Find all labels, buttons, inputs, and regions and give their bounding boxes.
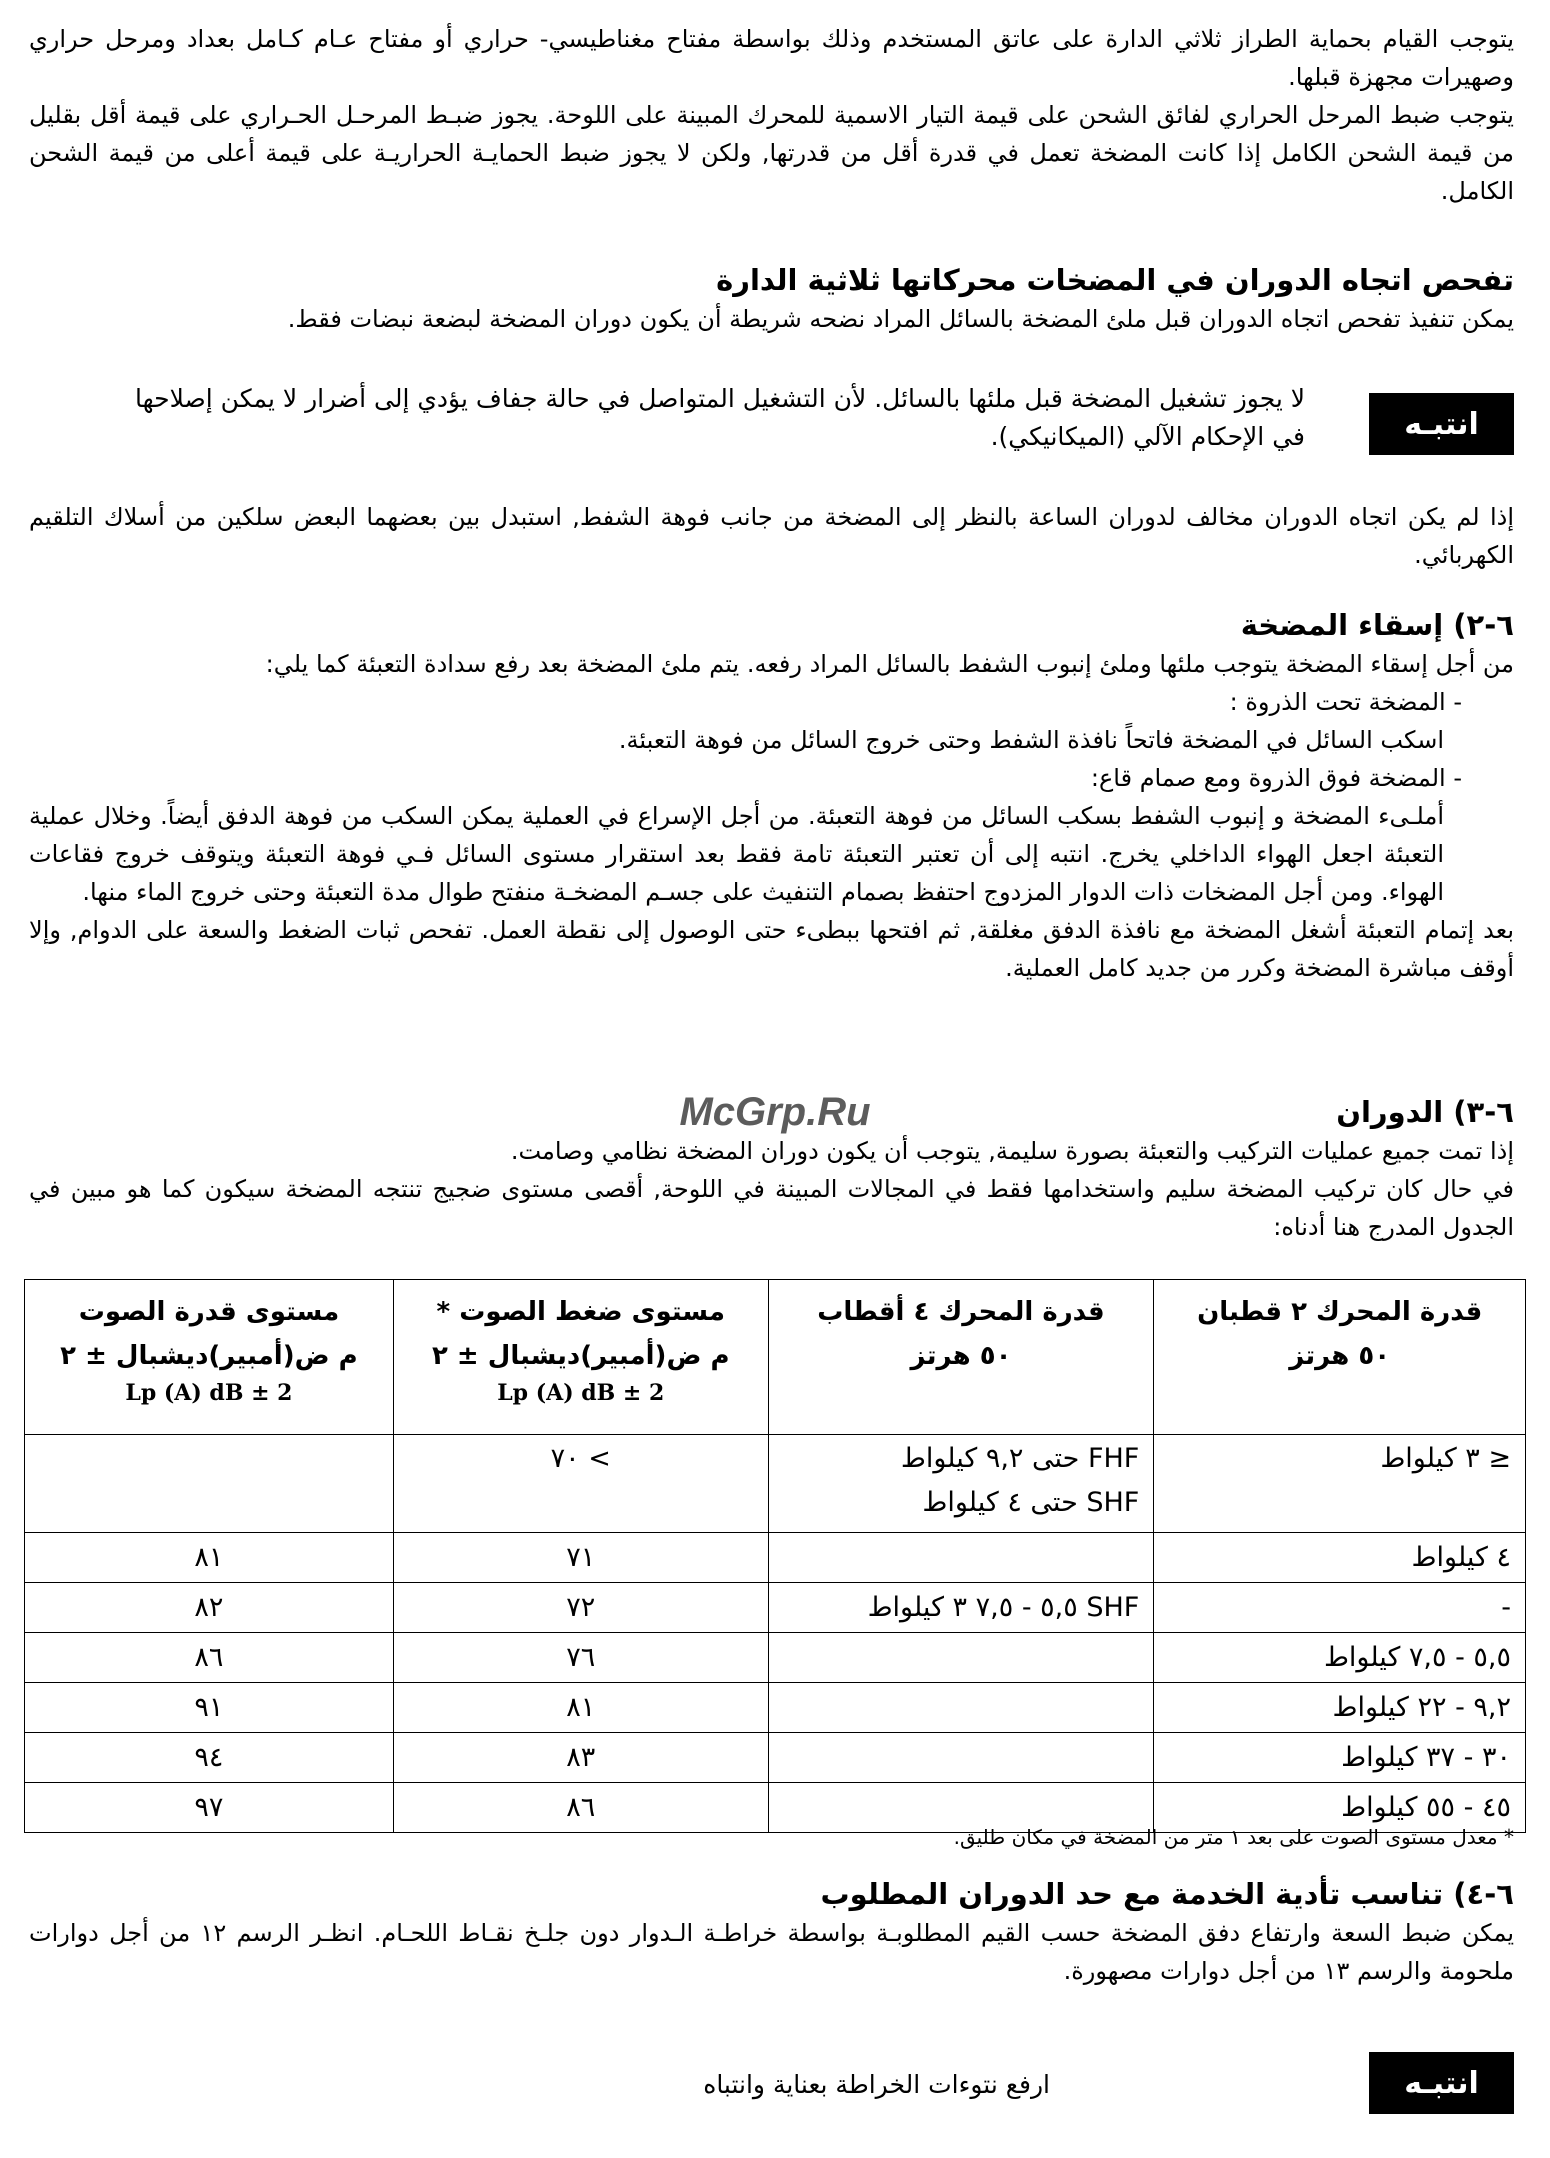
header-text: م ض(أمبير)ديشبال ± ٢ xyxy=(60,1341,358,1371)
table-row xyxy=(25,1683,1526,1733)
warning-badge: انتبـه xyxy=(1369,393,1514,455)
cell-line: SHF حتى ٤ كيلواط xyxy=(922,1487,1140,1518)
cell-2-pole: ٥,٥ - ٧,٥ كيلواط xyxy=(1154,1633,1526,1683)
watermark: McGrp.Ru xyxy=(679,1090,871,1134)
cell-pressure: ٨٦ xyxy=(393,1783,768,1833)
service-section xyxy=(29,1874,1514,1990)
table-header-row xyxy=(25,1280,1526,1435)
service-heading: ٦-٤) تناسب تأدية الخدمة مع حد الدوران المطلوب xyxy=(820,1877,1514,1911)
rotation-check-followup xyxy=(29,498,1514,574)
table-row xyxy=(25,1733,1526,1783)
priming-bullet-1-text: اسكب السائل في المضخة فاتحاً نافذة الشفط وحتى خروج السائل من فوهة التعبئة. xyxy=(618,726,1444,754)
cell-4-pole xyxy=(768,1683,1154,1733)
intro-section xyxy=(29,20,1514,210)
cell-power: ٩١ xyxy=(25,1683,394,1733)
cell-power: ٨٦ xyxy=(25,1633,394,1683)
cell-2-pole: - xyxy=(1154,1583,1526,1633)
header-text: م ض(أمبير)ديشبال ± ٢ xyxy=(432,1341,730,1371)
header-text: مستوى قدرة الصوت xyxy=(78,1297,340,1327)
cell-pressure: ٧٢ xyxy=(393,1583,768,1633)
cell-2-pole: ٣٠ - ٣٧ كيلواط xyxy=(1154,1733,1526,1783)
rotation-paragraph: إذا تمت جميع عمليات التركيب والتعبئة بصورة سليمة, يتوجب أن يكون دوران المضخة نظامي وصامت. xyxy=(510,1137,1514,1165)
intro-paragraph-1: يتوجب القيام بحماية الطراز ثلاثي الدارة على عاتق المستخدم وذلك بواسطة مفتاح مغناطيسي- حراري أو مفتاح عـام كـامل بعداد ومرحل حراري وصهيرات مجهزة قبلها. xyxy=(29,25,1514,91)
warning-badge-2: انتبـه xyxy=(1369,2052,1514,2114)
cell-pressure: ٨٣ xyxy=(393,1733,768,1783)
rotation-check-paragraph: يمكن تنفيذ تفحص اتجاه الدوران قبل ملئ المضخة بالسائل المراد نضحه شريطة أن يكون دوران المضخة لبضعة نبضات فقط. xyxy=(287,305,1514,333)
cell-4-pole: SHF ٥,٥ - ٧,٥ ٣ كيلواط xyxy=(768,1583,1154,1633)
priming-section xyxy=(29,605,1514,987)
cell-pressure: ٨١ xyxy=(393,1683,768,1733)
rotation-check-heading: تفحص اتجاه الدوران في المضخات محركاتها ثلاثية الدارة xyxy=(716,263,1514,297)
noise-paragraph: في حال كان تركيب المضخة سليم واستخدامها فقط في المجالات المبينة في اللوحة, أقصى مستوى ضجيج تنتجه المضخة سيكون كما هو مبين في الجدول المدرج هنا أدناه: xyxy=(29,1175,1514,1241)
wiring-paragraph: إذا لم يكن اتجاه الدوران مخالف لدوران الساعة بالنظر إلى المضخة من جانب فوهة الشفط, استبدل بين بعضهما البعض سلكين من أسلاك التلقيم الكهربائي. xyxy=(29,503,1514,569)
priming-paragraph-2: بعد إتمام التعبئة أشغل المضخة مع نافذة الدفق مغلقة, ثم افتحها ببطىء حتى الوصول إلى نقطة العمل. تفحص ثبات الضغط والسعة على الدوام, وإلا أوقف مباشرة المضخة وكرر من جديد كامل العملية. xyxy=(29,916,1514,982)
cell-2-pole: ٤٥ - ٥٥ كيلواط xyxy=(1154,1783,1526,1833)
cell-power: ٩٧ xyxy=(25,1783,394,1833)
warning-text-2: ارفع نتوءات الخراطة بعناية وانتباه xyxy=(703,2070,1050,2099)
cell-2-pole: ٩,٢ - ٢٢ كيلواط xyxy=(1154,1683,1526,1733)
cell-4-pole xyxy=(768,1733,1154,1783)
priming-bullet-1: - المضخة تحت الذروة : xyxy=(1229,688,1462,716)
header-text: ٥٠ هرتز xyxy=(1289,1341,1391,1371)
cell-4-pole xyxy=(768,1435,1154,1533)
priming-bullet-2-text: أملـىء المضخة و إنبوب الشفط بسكب السائل من فوهة التعبئة. من أجل الإسراع في العملية يمكن السكب من فوهة الدفق أيضاً. وخلال عملية التعبئة اجعل الهواء الداخلي يخرج. انتبه إلى أن تعتبر التعبئة تامة فقط بعد استقرار مستوى السائل فـي فوهة التعبئة ويتوقف خروج فقاعات الهواء. ومن أجل المضخات ذات الدوار المزدوج احتفظ بصمام التنفيث على جسـم المضخـة منفتح طوال مدة التعبئة وحتى خروج الماء منها. xyxy=(29,802,1444,906)
cell-pressure: > ٧٠ xyxy=(393,1435,768,1533)
header-text: ٥٠ هرتز xyxy=(910,1341,1012,1371)
header-2-pole xyxy=(1154,1280,1526,1435)
cell-pressure: ٧١ xyxy=(393,1533,768,1583)
table-footnote: * معدل مستوى الصوت على بعد ١ متر من المضخة في مكان طليق. xyxy=(953,1825,1514,1849)
cell-power xyxy=(25,1435,394,1533)
table-row xyxy=(25,1633,1526,1683)
rotation-section xyxy=(29,1092,1514,1246)
cell-4-pole xyxy=(768,1533,1154,1583)
header-text: مستوى ضغط الصوت * xyxy=(436,1297,725,1327)
rotation-check-section xyxy=(29,260,1514,338)
priming-paragraph: من أجل إسقاء المضخة يتوجب ملئها وملئ إنبوب الشفط بالسائل المراد رفعه. يتم ملئ المضخة بعد رفع سدادة التعبئة كما يلي: xyxy=(265,650,1514,678)
header-unit: Lp (A) dB ± 2 xyxy=(125,1380,293,1406)
noise-table xyxy=(24,1279,1526,1833)
header-unit: Lp (A) dB ± 2 xyxy=(497,1380,665,1406)
cell-4-pole xyxy=(768,1633,1154,1683)
header-text: قدرة المحرك ٤ أقطاب xyxy=(817,1297,1105,1327)
cell-power: ٩٤ xyxy=(25,1733,394,1783)
header-text: قدرة المحرك ٢ قطبان xyxy=(1197,1297,1483,1327)
cell-pressure: ٧٦ xyxy=(393,1633,768,1683)
table-row xyxy=(25,1533,1526,1583)
cell-2-pole: ≤ ٣ كيلواط xyxy=(1154,1435,1526,1533)
cell-2-pole: ٤ كيلواط xyxy=(1154,1533,1526,1583)
table-row xyxy=(25,1583,1526,1633)
header-4-pole xyxy=(768,1280,1154,1435)
cell-line: FHF حتى ٩,٢ كيلواط xyxy=(900,1443,1140,1474)
cell-power: ٨١ xyxy=(25,1533,394,1583)
header-sound-pressure xyxy=(393,1280,768,1435)
rotation-heading: ٦-٣) الدوران xyxy=(1336,1095,1514,1129)
intro-paragraph-2: يتوجب ضبط المرحل الحراري لفائق الشحن على قيمة التيار الاسمية للمحرك المبينة على اللوحة. يجوز ضبـط المرحـل الحـراري على قيمة أقل بقليل من قيمة الشحن الكامل إذا كانت المضخة تعمل في قدرة أقل من قدرتها, ولكن لا يجوز ضبط الحمايـة الحراريـة على قيمة أعلى من قيمة الشحن الكامل. xyxy=(29,101,1514,205)
priming-bullet-2: - المضخة فوق الذروة ومع صمام قاع: xyxy=(1090,764,1462,792)
header-sound-power xyxy=(25,1280,394,1435)
service-paragraph: يمكن ضبط السعة وارتفاع دفق المضخة حسب القيم المطلوبـة بواسطة خراطـة الـدوار دون جلـخ نقـاط اللحـام. انظـر الرسم ١٢ من أجل دوارات ملحومة والرسم ١٣ من أجل دوارات مصهورة. xyxy=(29,1919,1514,1985)
warning-text: لا يجوز تشغيل المضخة قبل ملئها بالسائل. لأن التشغيل المتواصل في حالة جفاف يؤدي إلى أضرار لا يمكن إصلاحها في الإحكام الآلي (الميكانيكي). xyxy=(135,384,1305,451)
cell-power: ٨٢ xyxy=(25,1583,394,1633)
priming-heading: ٦-٢) إسقاء المضخة xyxy=(1240,608,1514,642)
table-row xyxy=(25,1435,1526,1533)
